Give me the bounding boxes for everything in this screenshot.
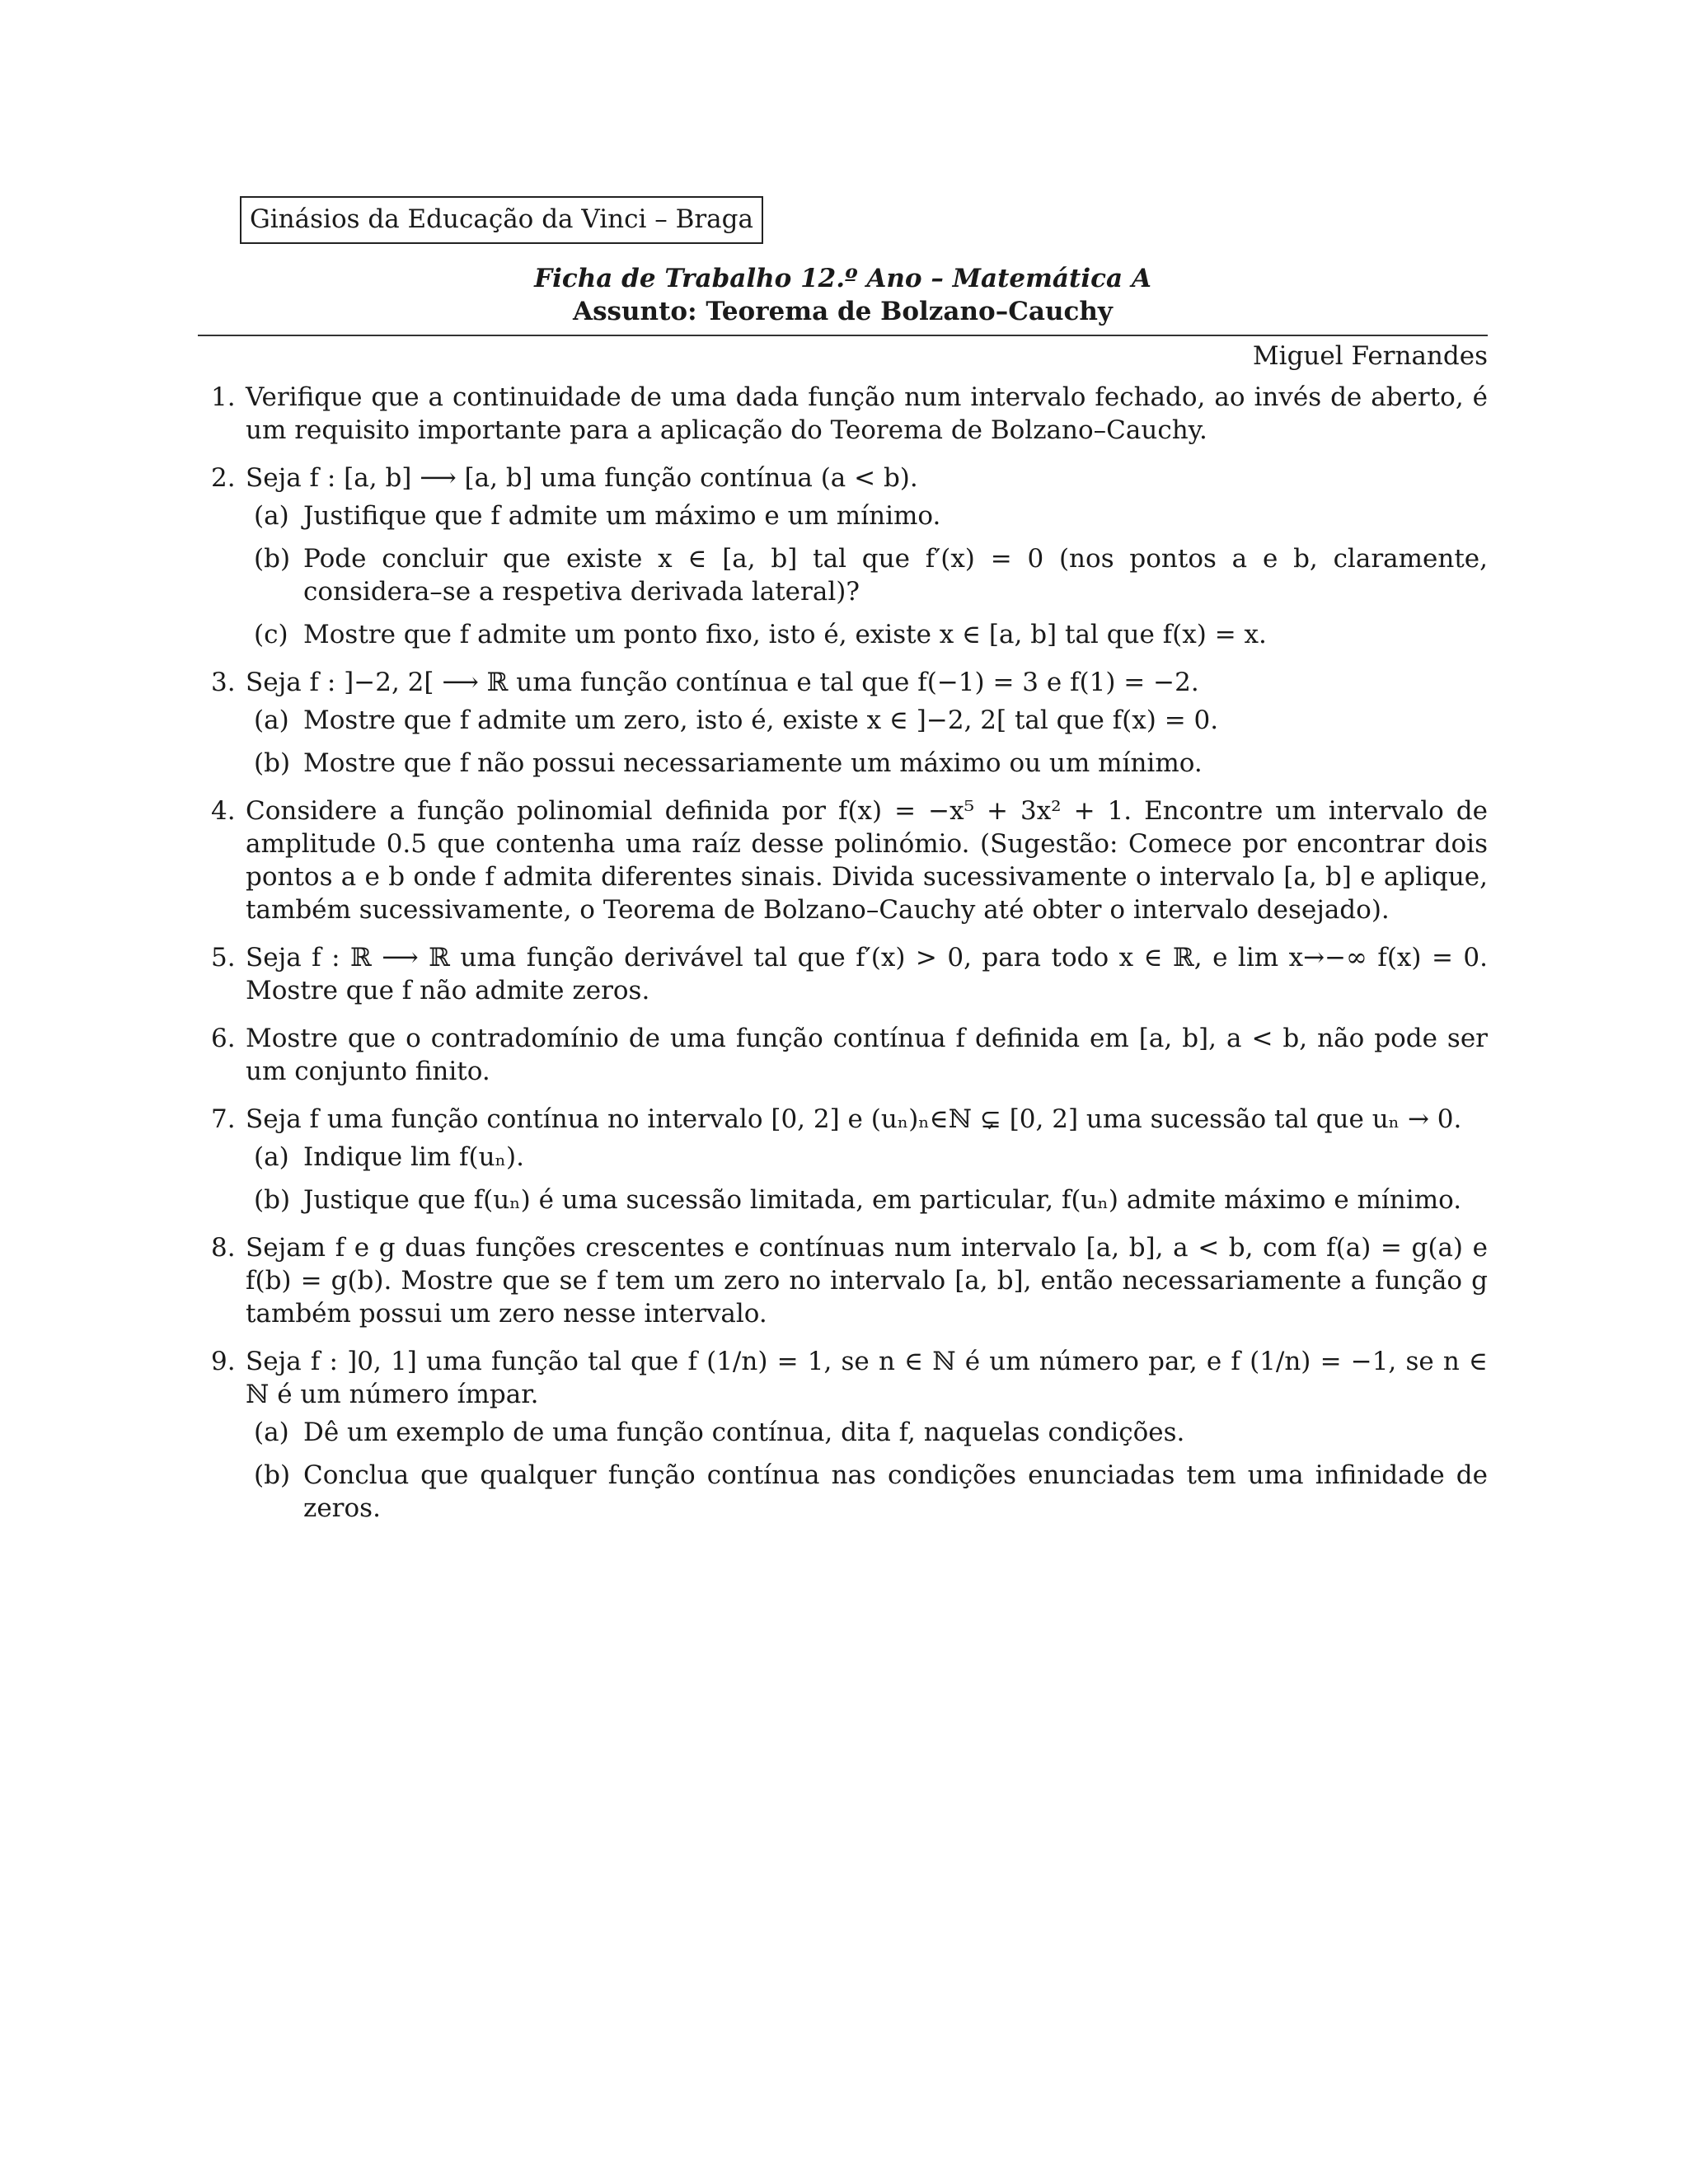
exercise-number: 3.: [211, 668, 236, 697]
title-block: [198, 262, 1488, 328]
sub-question-text: Indique lim f(uₙ).: [303, 1142, 524, 1172]
exercise-statement: Considere a função polinomial definida por f(x) = −x⁵ + 3x² + 1. Encontre um intervalo de amplitude 0.5 que contenha uma raíz desse polinómio. (Sugestão: Comece por encontrar dois pontos a e b onde f admita diferentes sinais. Divida sucessivamente o intervalo [a, b] e aplique, também sucessivamente, o Teorema de Bolzano–Cauchy até obter o intervalo desejado).: [246, 796, 1488, 925]
exercise-number: 1.: [211, 382, 236, 412]
exercise-number: 2.: [211, 463, 236, 493]
exercise-item: [198, 1345, 1488, 1525]
sub-question-text: Justifique que f admite um máximo e um mínimo.: [303, 501, 941, 531]
worksheet-subject: Assunto: Teorema de Bolzano–Cauchy: [573, 297, 1113, 326]
exercise-number: 8.: [211, 1233, 236, 1263]
exercise-item: [198, 462, 1488, 651]
sub-question-text: Mostre que f admite um ponto fixo, isto é, existe x ∈ [a, b] tal que f(x) = x.: [303, 620, 1267, 649]
exercise-statement: Seja f : ℝ ⟶ ℝ uma função derivável tal que f′(x) > 0, para todo x ∈ ℝ, e lim x→−∞ f(x) = 0. Mostre que f não admite zeros.: [246, 943, 1488, 1005]
sub-question: [246, 499, 1488, 532]
exercise-item: [198, 381, 1488, 447]
exercise-statement: Verifique que a continuidade de uma dada função num intervalo fechado, ao invés de aberto, é um requisito importante para a aplicação do Teorema de Bolzano–Cauchy.: [246, 382, 1488, 445]
sub-question-text: Mostre que f admite um zero, isto é, existe x ∈ ]−2, 2[ tal que f(x) = 0.: [303, 705, 1219, 735]
sub-question-label: (a): [254, 705, 289, 735]
sub-question-label: (b): [254, 748, 291, 778]
school-name-box: [240, 196, 763, 244]
sub-question: [246, 1416, 1488, 1449]
exercise-statement: Mostre que o contradomínio de uma função contínua f definida em [a, b], a < b, não pode ser um conjunto finito.: [246, 1024, 1488, 1086]
sub-question-text: Conclua que qualquer função contínua nas condições enunciadas tem uma infinidade de zeros.: [303, 1460, 1488, 1523]
worksheet-page: [198, 196, 1488, 1540]
exercise-list: [198, 381, 1488, 1525]
exercise-item: [198, 941, 1488, 1007]
exercise-statement: Seja f uma função contínua no intervalo [0, 2] e (uₙ)ₙ∈ℕ ⊊ [0, 2] uma sucessão tal que uₙ → 0.: [246, 1104, 1462, 1134]
worksheet-title: Ficha de Trabalho 12.º Ano – Matemática A: [534, 264, 1151, 293]
sub-question: [246, 1459, 1488, 1525]
exercise-statement: Seja f : [a, b] ⟶ [a, b] uma função contínua (a < b).: [246, 463, 918, 493]
sub-question-list: [246, 499, 1488, 651]
sub-question-text: Justique que f(uₙ) é uma sucessão limitada, em particular, f(uₙ) admite máximo e mínimo.: [303, 1185, 1462, 1215]
sub-question-label: (b): [254, 1460, 291, 1490]
exercise-statement: Seja f : ]−2, 2[ ⟶ ℝ uma função contínua e tal que f(−1) = 3 e f(1) = −2.: [246, 668, 1199, 697]
sub-question-label: (a): [254, 501, 289, 531]
exercise-item: [198, 1022, 1488, 1088]
sub-question: [246, 747, 1488, 780]
exercise-number: 4.: [211, 796, 236, 826]
exercise-number: 5.: [211, 943, 236, 972]
exercise-item: [198, 1103, 1488, 1216]
exercise-item: [198, 666, 1488, 780]
exercise-number: 9.: [211, 1347, 236, 1376]
sub-question: [246, 618, 1488, 651]
exercise-number: 7.: [211, 1104, 236, 1134]
sub-question: [246, 1141, 1488, 1174]
sub-question-list: [246, 1416, 1488, 1525]
school-name: Ginásios da Educação da Vinci – Braga: [250, 204, 753, 234]
sub-question-list: [246, 1141, 1488, 1216]
exercise-item: [198, 1231, 1488, 1330]
sub-question: [246, 1183, 1488, 1216]
author-name: Miguel Fernandes: [198, 335, 1488, 373]
sub-question-label: (b): [254, 544, 291, 574]
sub-question-text: Mostre que f não possui necessariamente um máximo ou um mínimo.: [303, 748, 1203, 778]
sub-question-label: (a): [254, 1418, 289, 1447]
exercise-number: 6.: [211, 1024, 236, 1053]
sub-question-text: Dê um exemplo de uma função contínua, dita f, naquelas condições.: [303, 1418, 1185, 1447]
sub-question-label: (a): [254, 1142, 289, 1172]
exercise-statement: Seja f : ]0, 1] uma função tal que f (1/n) = 1, se n ∈ ℕ é um número par, e f (1/n) = −1, se n ∈ ℕ é um número ímpar.: [246, 1347, 1488, 1409]
sub-question: [246, 704, 1488, 737]
sub-question-label: (c): [254, 620, 288, 649]
sub-question-label: (b): [254, 1185, 291, 1215]
exercise-item: [198, 794, 1488, 926]
sub-question: [246, 542, 1488, 608]
sub-question-list: [246, 704, 1488, 780]
sub-question-text: Pode concluir que existe x ∈ [a, b] tal que f′(x) = 0 (nos pontos a e b, claramente, considera–se a respetiva derivada lateral)?: [303, 544, 1488, 607]
exercise-statement: Sejam f e g duas funções crescentes e contínuas num intervalo [a, b], a < b, com f(a) = g(a) e f(b) = g(b). Mostre que se f tem um zero no intervalo [a, b], então necessariamente a função g também possui um zero nesse intervalo.: [246, 1233, 1488, 1329]
